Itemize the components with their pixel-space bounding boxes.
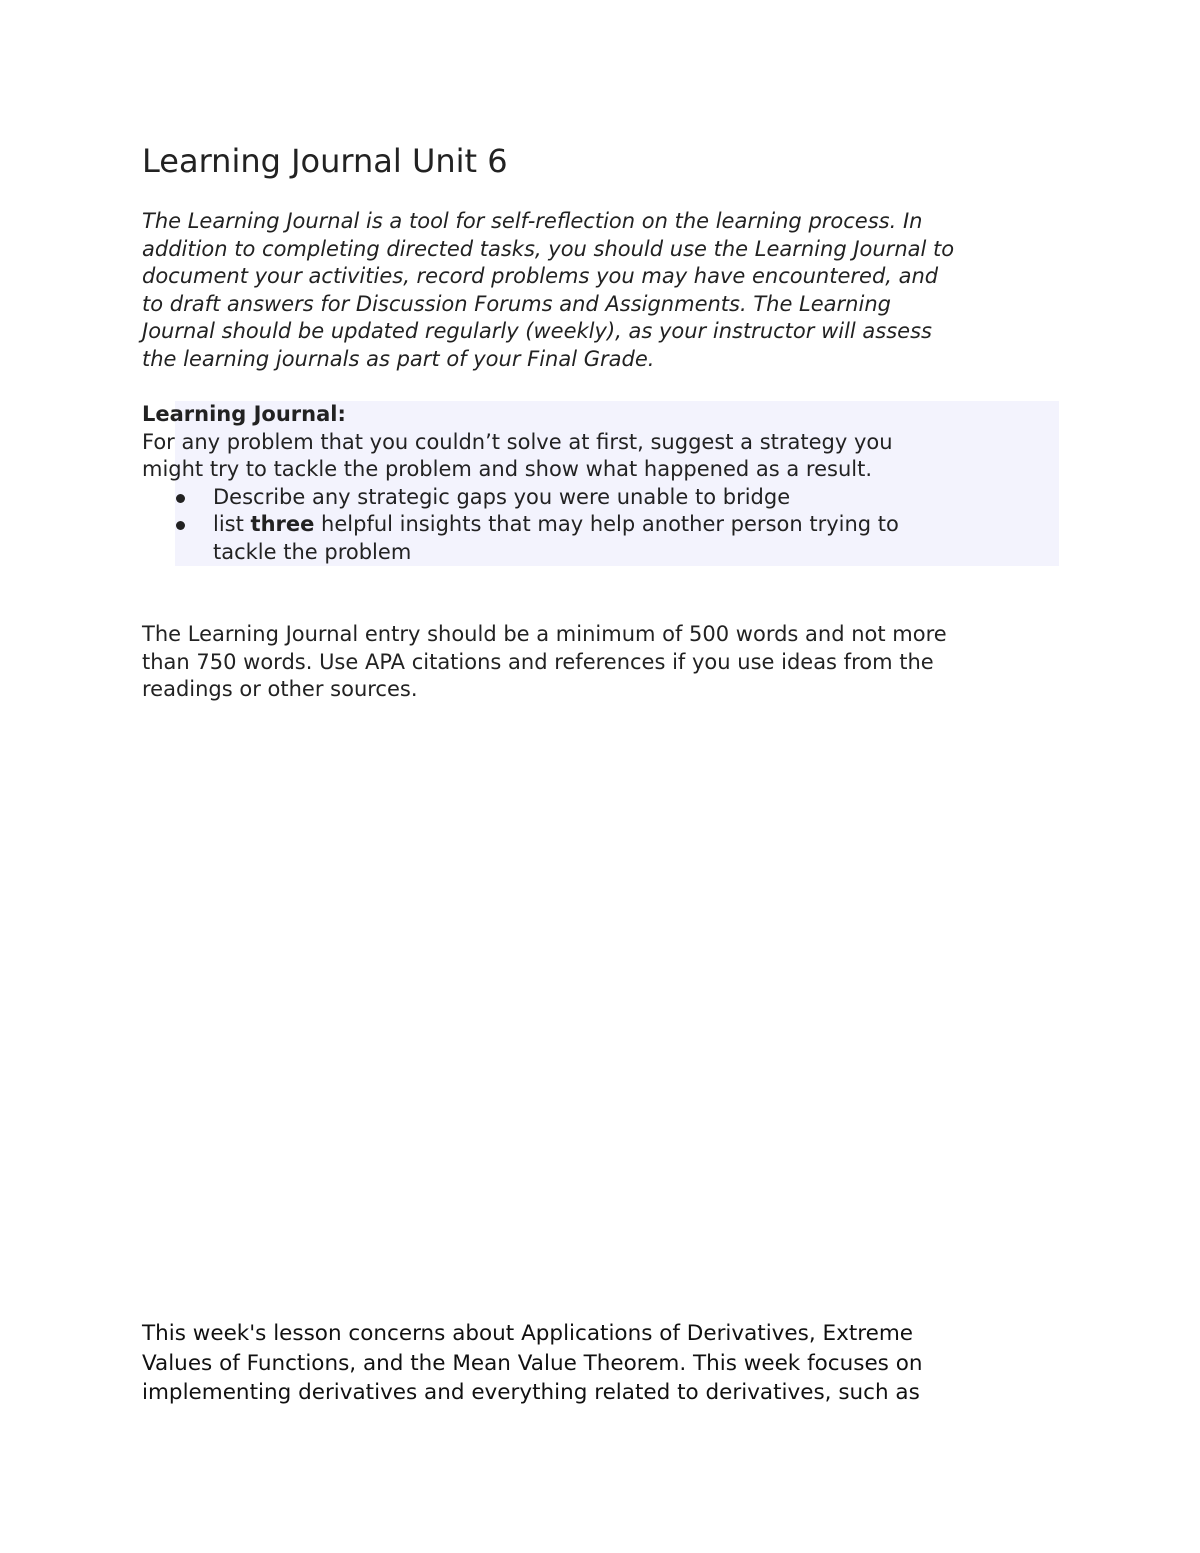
answer-line: implementing derivatives and everything related to derivatives, such as: [142, 1380, 920, 1405]
word-count-paragraph: [142, 621, 1062, 704]
intro-paragraph: [142, 208, 1062, 373]
intro-line: document your activities, record problems you may have encountered, and: [142, 264, 939, 288]
bullet-text-line: [213, 511, 1062, 539]
prompt-line: For any problem that you couldn’t solve at first, suggest a strategy you: [142, 429, 893, 454]
page-title: Learning Journal Unit 6: [142, 142, 508, 180]
bullet-item: [142, 484, 1062, 512]
prompt-bullet-list: [142, 484, 1062, 567]
prompt-line: might try to tackle the problem and show what happened as a result.: [142, 457, 873, 481]
answer-paragraph: [142, 1319, 1062, 1408]
intro-line: the learning journals as part of your Final Grade.: [142, 346, 655, 371]
prompt-heading: Learning Journal:: [142, 402, 346, 426]
bullet-prefix: list: [213, 512, 251, 536]
bullet-rest: helpful insights that may help another person trying to: [314, 512, 899, 536]
word-count-line: The Learning Journal entry should be a minimum of 500 words and not more: [142, 622, 947, 646]
answer-line: Values of Functions, and the Mean Value Theorem. This week focuses on: [142, 1350, 923, 1376]
intro-line: The Learning Journal is a tool for self-reflection on the learning process. In: [142, 209, 923, 233]
intro-line: Journal should be updated regularly (weekly), as your instructor will assess: [142, 319, 932, 343]
intro-line: to draft answers for Discussion Forums and Assignments. The Learning: [142, 291, 891, 316]
bullet-icon: [176, 494, 185, 503]
bullet-text-line: tackle the problem: [213, 539, 412, 564]
bullet-emphasis: three: [250, 512, 315, 536]
word-count-line: readings or other sources.: [142, 677, 418, 701]
bullet-item: [142, 511, 1062, 566]
bullet-text: Describe any strategic gaps you were unable to bridge: [213, 484, 791, 509]
word-count-line: than 750 words. Use APA citations and references if you use ideas from the: [142, 649, 934, 674]
intro-line: addition to completing directed tasks, you should use the Learning Journal to: [142, 236, 955, 261]
bullet-icon: [176, 521, 185, 530]
answer-line: This week's lesson concerns about Applications of Derivatives, Extreme: [142, 1321, 914, 1346]
learning-journal-prompt: [142, 401, 1062, 566]
